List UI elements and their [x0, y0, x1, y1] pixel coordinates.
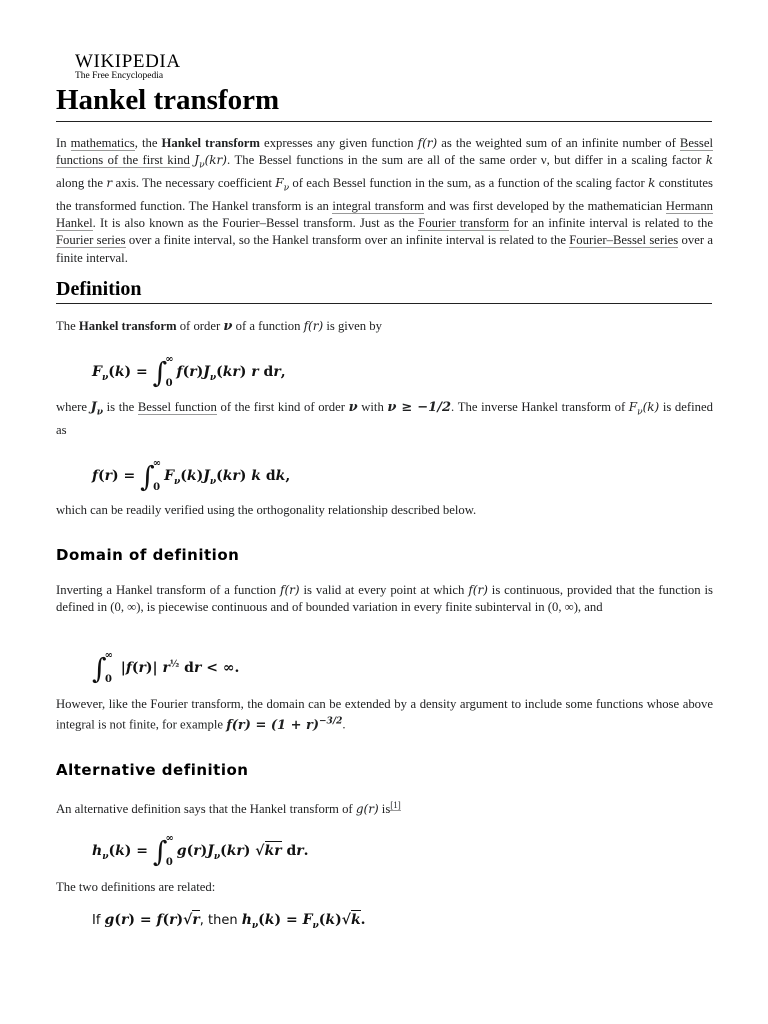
domain-paragraph-1: Inverting a Hankel transform of a function f(r) is valid at every point at which f(r) is continuous, provided that the function is defined in (0, ∞), is piecewise continuous and of bounded variation in every finite subinterval in (0, ∞), and — [56, 583, 713, 615]
link-bessel-function[interactable]: Bessel function — [137, 400, 217, 414]
wikipedia-wordmark[interactable]: WIKIPEDIA — [75, 51, 181, 72]
link-fourier-transform[interactable]: Fourier transform — [418, 215, 510, 230]
equation-relation: If g(r) = f(r)√r, then $h_\nu(k) = F_\nu(k)√k$. — [92, 912, 366, 931]
definition-rule — [56, 303, 712, 304]
reference-link[interactable]: [1] — [390, 800, 401, 810]
link-bessel-functions[interactable]: Bessel functions of the first kind — [56, 136, 713, 168]
link-fourier-bessel-series[interactable]: Fourier–Bessel series — [569, 233, 679, 248]
heading-domain: Domain of definition — [56, 546, 240, 564]
domain-paragraph-2: However, like the Fourier transform, the domain can be extended by a density argument to include some functions whose above integral is not finite, for example $f(r) = (1 + r)^{-3/2}$. — [56, 697, 713, 733]
equation-alternative-definition: $h_\nu(k) = \int^\infty_0g(r)J_\nu(kr)$ √kr dr. — [92, 833, 309, 868]
alternative-paragraph-2: The two definitions are related: — [56, 880, 216, 894]
link-integral-transform[interactable]: integral transform — [332, 198, 425, 213]
page-title: Hankel transform — [56, 84, 280, 116]
link-fourier-series[interactable]: Fourier series — [56, 233, 126, 248]
intro-paragraph: In mathematics, the Hankel transform expresses any given function f(r) as the weighted sum of an infinite number of Bessel functions of the first kind $J_\nu(kr)$. The Bessel functions in the sum are all of the same order ν, but differ in a scaling factor k along the r axis. The necessary coefficient $F_\nu$ of each Bessel function in the sum, as a function of the scaling factor k constitutes the transformed function. The Hankel transform is an integral transform and was first developed by the mathematician Hermann Hankel. It is also known as the Fourier–Bessel transform. Just as the Fourier transform for an infinite interval is related to the Fourier series over a finite interval, so the Hankel transform over an infinite interval is related to the Fourier–Bessel series over a finite interval. — [56, 136, 714, 265]
definition-paragraph-2: where $J_\nu$ is the Bessel function of the first kind of order ν with ν ≥ −1/2. The inverse Hankel transform of $F_\nu(k)$ is defined as — [56, 400, 713, 437]
equation-inverse-hankel: $f(r) = \int^\infty_0F_\nu(k)J_\nu(kr)$ k dk, — [92, 458, 291, 493]
heading-alternative: Alternative definition — [56, 761, 249, 779]
definition-paragraph-1: The Hankel transform of order ν of a function f(r) is given by — [56, 319, 382, 334]
link-hermann-hankel[interactable]: Hermann Hankel — [56, 198, 714, 230]
equation-hankel-transform: $F_\nu(k) = \int^\infty_0f(r)J_\nu(kr)$ r dr, — [92, 354, 286, 389]
title-rule — [56, 121, 712, 122]
definition-paragraph-3: which can be readily verified using the orthogonality relationship described below. — [56, 503, 477, 517]
equation-domain-condition: $\int^\infty_0$ |f(r)| $r^{\frac{1}{2}}$ dr < ∞. — [92, 650, 240, 685]
heading-definition: Definition — [56, 278, 142, 300]
alternative-paragraph-1: An alternative definition says that the Hankel transform of g(r) is[1] — [56, 800, 401, 817]
link-mathematics[interactable]: mathematics — [70, 136, 135, 150]
wikipedia-tagline: The Free Encyclopedia — [75, 71, 164, 81]
